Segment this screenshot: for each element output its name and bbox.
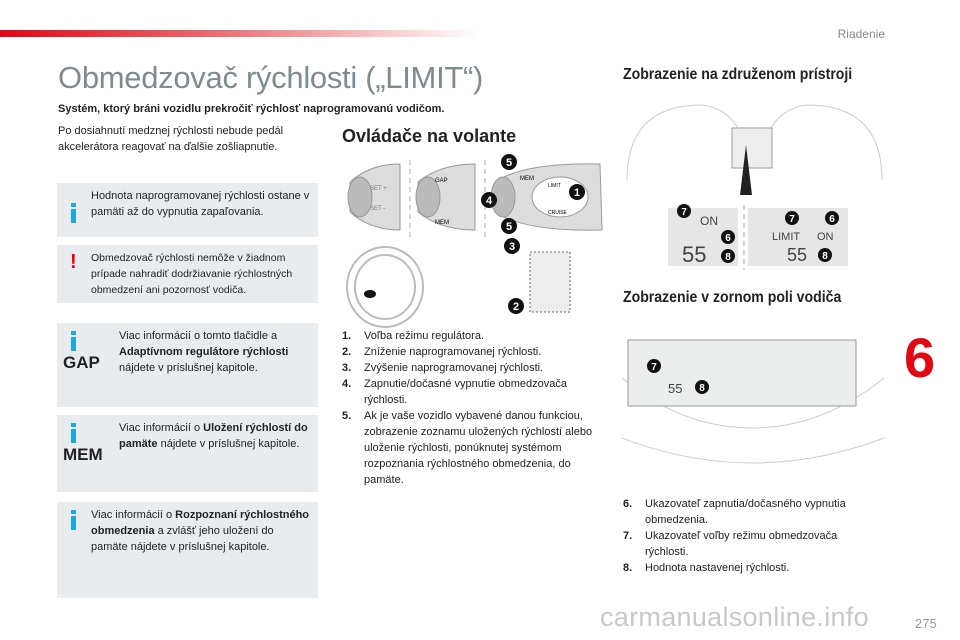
list-item <box>342 360 607 376</box>
gap-note <box>57 323 318 407</box>
mem-button-label: MEM <box>520 176 534 182</box>
watermark: carmanualsonline.info <box>600 602 869 632</box>
note-text: Hodnota naprogramovanej rýchlosti ostane v pamäti až do vypnutia zapaľovania. <box>91 190 310 218</box>
list-item <box>342 328 607 344</box>
head-up-display-diagram <box>622 318 887 490</box>
callout-8: 8 <box>699 383 705 394</box>
stalk-end <box>348 177 372 217</box>
steering-controls-diagram <box>340 152 608 332</box>
controls-list <box>342 328 607 488</box>
gap-label: GAP <box>63 353 100 372</box>
page-subtitle: Systém, ktorý bráni vozidlu prekročiť rýchlosť naprogramovanú vodičom. <box>58 103 445 115</box>
right-on-text: ON <box>817 231 834 243</box>
item-text: Zvýšenie naprogramovanej rýchlosti. <box>364 362 544 374</box>
note-text-pre: Viac informácií o <box>119 422 204 434</box>
callout-7: 7 <box>681 207 687 218</box>
right-limit-text: LIMIT <box>772 231 801 243</box>
item-text: Voľba režimu regulátora. <box>364 330 484 342</box>
mem-note <box>57 415 318 492</box>
section-name: Riadenie <box>837 27 885 41</box>
left-speed-text: 55 <box>682 242 707 267</box>
item-number: 3. <box>342 362 352 374</box>
note-text-bold: Rozpoznaní rýchlostného obmedzenia <box>91 509 310 537</box>
note-text-bold: Uložení rýchlostí do pamäte <box>119 422 308 450</box>
item-number: 7. <box>623 530 633 542</box>
intro-paragraph: Po dosiahnutí medznej rýchlosti nebude pedál akcelerátora reagovať na ďalšie zošliapnutie. <box>58 125 284 153</box>
list-item <box>342 376 607 408</box>
note-text <box>91 507 312 555</box>
steering-wheel-icon <box>347 247 423 327</box>
callout-7: 7 <box>651 362 657 373</box>
instrument-cluster-diagram <box>622 100 887 272</box>
item-number: 1. <box>342 330 352 342</box>
speed-recognition-note <box>57 502 318 598</box>
note-text: Obmedzovač rýchlosti nemôže v žiadnom prípade nahradiť dodržiavanie rýchlostných obmedzení ani pozornosť vodiča. <box>91 252 293 296</box>
callout-2: 2 <box>512 301 520 313</box>
mem-button-label: MEM <box>435 220 449 226</box>
note-text-pre: Viac informácií o <box>91 509 176 521</box>
limit-label: LIMIT <box>548 183 561 189</box>
list-item <box>623 560 883 576</box>
item-text: Zníženie naprogramovanej rýchlosti. <box>364 346 542 358</box>
callout-4: 4 <box>485 195 493 207</box>
list-item <box>342 408 607 488</box>
item-text: Zapnutie/dočasné vypnutie obmedzovača rýchlosti. <box>364 378 568 406</box>
cruise-label: CRUISE <box>548 210 567 216</box>
callout-5: 5 <box>505 157 513 169</box>
chapter-tab: 6 <box>904 326 936 389</box>
item-text: Hodnota nastavenej rýchlosti. <box>645 562 790 574</box>
right-speed-text: 55 <box>787 245 808 265</box>
hud-speed-text: 55 <box>668 381 683 396</box>
note-text-bold: Adaptívnom regulátore rýchlosti <box>119 346 289 358</box>
info-icon <box>71 516 76 530</box>
left-on-text: ON <box>700 214 718 228</box>
callout-5: 5 <box>505 221 513 233</box>
header-red-bar <box>0 30 480 37</box>
item-number: 6. <box>623 498 633 510</box>
item-text: Ukazovateľ voľby režimu obmedzovača rýchlosti. <box>645 530 838 558</box>
cluster-heading: Zobrazenie na združenom prístroji <box>623 66 853 83</box>
callout-7: 7 <box>789 214 795 225</box>
callout-6: 6 <box>725 233 731 244</box>
item-number: 8. <box>623 562 633 574</box>
stalk-location-marker <box>364 290 376 298</box>
hud-legend-list <box>623 496 883 576</box>
callout-8: 8 <box>725 252 731 263</box>
item-number: 5. <box>342 410 352 422</box>
callout-8: 8 <box>822 251 828 262</box>
item-number: 4. <box>342 378 352 390</box>
warning-icon: ! <box>70 251 77 273</box>
set-plus-label: SET + <box>370 186 387 192</box>
list-item <box>623 496 883 528</box>
mem-label: MEM <box>63 445 103 464</box>
item-text: Ukazovateľ zapnutia/dočasného vypnutia obmedzenia. <box>645 498 846 526</box>
info-icon <box>71 429 76 443</box>
note-text-post: nájdete v príslušnej kapitole. <box>119 362 258 374</box>
note-text-post: a zvlášť jeho uložení do pamäte nájdete v príslušnej kapitole. <box>91 525 274 553</box>
page-number: 275 <box>915 616 937 631</box>
stalk-side-view <box>530 252 570 312</box>
gap-button-label: GAP <box>435 178 448 184</box>
note-text <box>119 420 312 452</box>
controls-heading: Ovládače na volante <box>342 126 517 146</box>
callout-6: 6 <box>829 214 835 225</box>
item-number: 2. <box>342 346 352 358</box>
list-item <box>342 344 607 360</box>
callout-1: 1 <box>573 187 581 199</box>
set-minus-label: SET - <box>370 206 386 212</box>
callout-3: 3 <box>508 241 516 253</box>
note-text-pre: Viac informácií o tomto tlačidle a <box>119 330 278 342</box>
page-title: Obmedzovač rýchlosti („LIMIT“) <box>58 60 484 95</box>
info-icon <box>71 337 76 351</box>
item-text: Ak je vaše vozidlo vybavené danou funkciou, zobrazenie zoznamu uložených rýchlostí alebo uloženie rýchlosti, ponúknutej systémom rozpoznania rýchlostného obmedzenia, do pamäte. <box>364 410 593 486</box>
warning-note <box>57 245 318 303</box>
note-text <box>119 328 312 376</box>
hud-heading: Zobrazenie v zornom poli vodiča <box>623 289 842 306</box>
list-item <box>623 528 883 560</box>
info-icon <box>71 209 76 223</box>
info-note <box>57 183 318 237</box>
hud-screen <box>628 340 856 406</box>
note-text-post: nájdete v príslušnej kapitole. <box>157 438 300 450</box>
